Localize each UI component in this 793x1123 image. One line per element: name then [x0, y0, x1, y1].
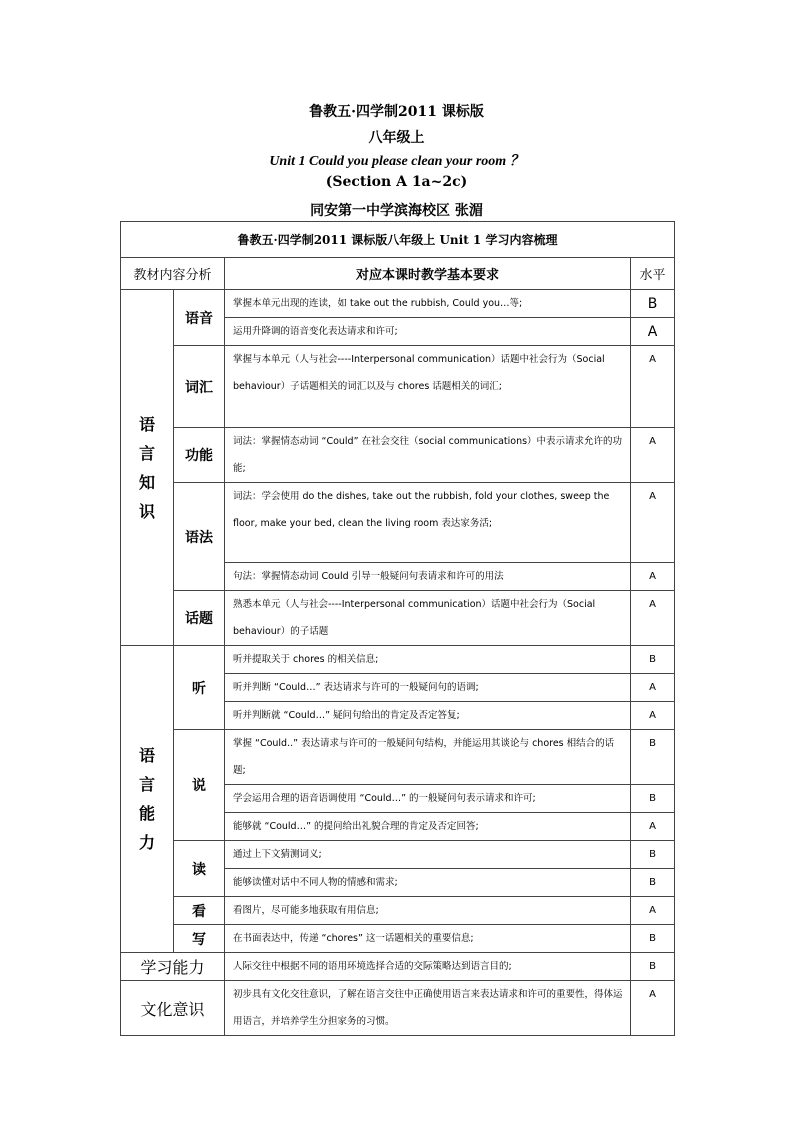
category-cultural-awareness: 文化意识: [121, 981, 225, 1036]
level-cell: B: [631, 841, 675, 869]
table-row: 在书面表达中，传递 “chores” 这一话题相关的重要信息;: [225, 925, 631, 953]
table-row: 运用升降调的语音变化表达请求和许可;: [225, 318, 631, 346]
level-cell: B: [631, 925, 675, 953]
doc-author: 同安第一中学滨海校区 张湄: [310, 203, 483, 219]
table-row: 通过上下文猜测词义;: [225, 841, 631, 869]
table-row: 词法：掌握情态动词 “Could” 在社会交往（social communications）中表示请求允许的功能;: [225, 428, 631, 483]
level-cell: A: [631, 428, 675, 483]
col-header-requirement: 对应本课时教学基本要求: [225, 258, 631, 290]
table-row: 看图片，尽可能多地获取有用信息;: [225, 897, 631, 925]
category-language-knowledge: 语 言 知 识: [121, 290, 174, 646]
table-row: 词法：学会使用 do the dishes, take out the rubbish, fold your clothes, sweep the floor, make your bed, clean the living room 表达家务活;: [225, 483, 631, 563]
doc-title-line4: (Section A 1a~2c): [325, 174, 468, 190]
level-cell: A: [631, 346, 675, 428]
level-cell: B: [631, 646, 675, 674]
level-cell: A: [631, 897, 675, 925]
sub-listening: 听: [174, 646, 225, 730]
table-row: 掌握与本单元（人与社会----Interpersonal communication）话题中社会行为（Social behaviour）子话题相关的词汇以及与 chores 话题相关的词汇;: [225, 346, 631, 428]
table-row: 听并提取关于 chores 的相关信息;: [225, 646, 631, 674]
level-cell: A: [631, 563, 675, 591]
doc-title-line3: Unit 1 Could you please clean your room ？: [269, 154, 524, 169]
table-row: 能够就 “Could…” 的提问给出礼貌合理的肯定及否定回答;: [225, 813, 631, 841]
level-cell: A: [631, 981, 675, 1036]
table-row: 初步具有文化交往意识，了解在语言交往中正确使用语言来表达请求和许可的重要性，得体运用语言，并培养学生分担家务的习惯。: [225, 981, 631, 1036]
sub-writing: 写: [174, 925, 225, 953]
col-header-material: 教材内容分析: [121, 258, 225, 290]
doc-title-line1: 鲁教五·四学制2011 课标版: [309, 104, 484, 120]
sub-vocabulary: 词汇: [174, 346, 225, 428]
content-table: [120, 221, 675, 1036]
category-learning-ability: 学习能力: [121, 953, 225, 981]
sub-pronunciation: 语音: [174, 290, 225, 346]
level-cell: A: [631, 318, 675, 346]
category-language-ability: 语 言 能 力: [121, 646, 174, 953]
col-header-level: 水平: [631, 258, 675, 290]
table-row: 掌握本单元出现的连读，如 take out the rubbish, Could you…等;: [225, 290, 631, 318]
table-row: 听并判断就 “Could…” 疑问句给出的肯定及否定答复;: [225, 702, 631, 730]
level-cell: B: [631, 953, 675, 981]
sub-grammar: 语法: [174, 483, 225, 591]
table-row: 学会运用合理的语音语调使用 “Could…” 的一般疑问句表示请求和许可;: [225, 785, 631, 813]
level-cell: B: [631, 869, 675, 897]
table-row: 句法：掌握情态动词 Could 引导一般疑问句表请求和许可的用法: [225, 563, 631, 591]
level-cell: A: [631, 813, 675, 841]
doc-title-line2: 八年级上: [368, 130, 425, 146]
level-cell: B: [631, 290, 675, 318]
level-cell: A: [631, 702, 675, 730]
level-cell: A: [631, 674, 675, 702]
level-cell: B: [631, 730, 675, 785]
sub-viewing: 看: [174, 897, 225, 925]
level-cell: A: [631, 483, 675, 563]
sub-function: 功能: [174, 428, 225, 483]
table-row: 能够读懂对话中不同人物的情感和需求;: [225, 869, 631, 897]
table-title: 鲁教五·四学制2011 课标版八年级上 Unit 1 学习内容梳理: [121, 222, 675, 258]
table-row: 人际交往中根据不同的语用环境选择合适的交际策略达到语言目的;: [225, 953, 631, 981]
sub-topic: 话题: [174, 591, 225, 646]
sub-speaking: 说: [174, 730, 225, 841]
table-row: 掌握 “Could..” 表达请求与许可的一般疑问句结构，并能运用其谈论与 chores 相结合的话题;: [225, 730, 631, 785]
level-cell: B: [631, 785, 675, 813]
level-cell: A: [631, 591, 675, 646]
sub-reading: 读: [174, 841, 225, 897]
table-row: 听并判断 “Could…” 表达请求与许可的一般疑问句的语调;: [225, 674, 631, 702]
table-row: 熟悉本单元（人与社会----Interpersonal communication）话题中社会行为（Social behaviour）的子话题: [225, 591, 631, 646]
